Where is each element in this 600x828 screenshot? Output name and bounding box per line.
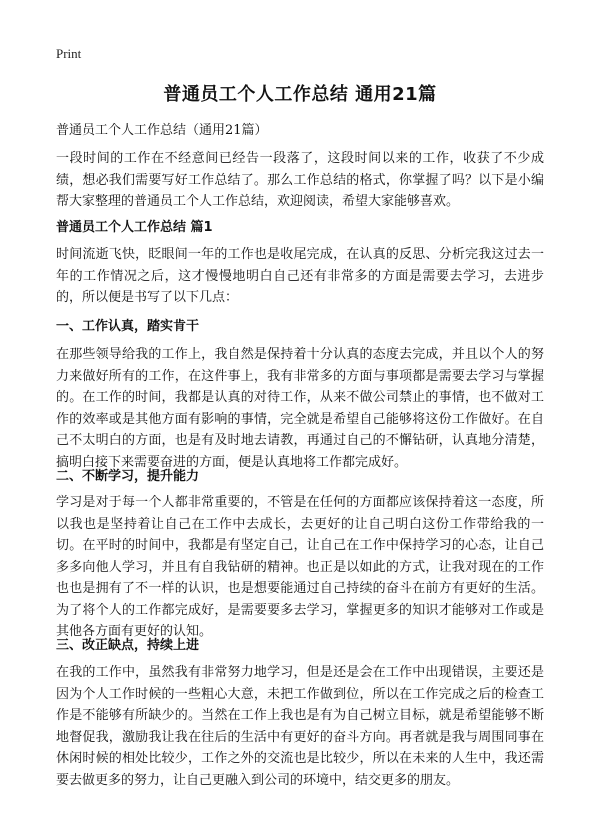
section-2-heading: 二、不断学习，提升能力 bbox=[56, 469, 200, 484]
section-1-paragraph: 在那些领导给我的工作上，我自然是保持着十分认真的态度去完成，并且以个人的努力来做好所有的工作，在这件事上，我有非常多的方面与事项都是需要去学习与掌握的。在工作的时间，我都是认真的对待工作，从来不做公司禁止的事情，也不做对工作的效率或是其他方面有影响的事情，完全就是希望自己能够将这份工作做好。在自己不太明白的方面，也是有及时地去请教，再通过自己的不懈钻研，认真地分清楚，搞明白接下来需要奋进的方面，便是认真地将工作都完成好。 bbox=[56, 347, 544, 470]
opening-paragraph: 时间流逝飞快，眨眼间一年的工作也是收尾完成，在认真的反思、分析完我这过去一年的工作情况之后，这才慢慢地明白自己还有非常多的方面是需要去学习，去进步的，所以便是书写了以下几点： bbox=[56, 247, 544, 305]
section-1-heading: 一、工作认真，踏实肯干 bbox=[56, 319, 200, 334]
document-title: 普通员工个人工作总结 通用21篇 bbox=[163, 84, 437, 105]
section-3-paragraph: 在我的工作中，虽然我有非常努力地学习，但是还是会在工作中出现错误，主要还是因为个人工作时候的一些粗心大意，未把工作做到位，所以在工作完成之后的检查工作是不能够有所缺少的。当然在工作上我也是有为自己树立目标，就是希望能够不断地督促我，激励我让我在往后的生活中有更好的奋斗方向。再者就是我与周围同事在休闲时候的相处比较少，工作之外的交流也是比较少，所以在未来的人生中，我还需要去做更多的努力，让自己更融入到公司的环境中，结交更多的朋友。 bbox=[56, 665, 544, 788]
document-subtitle: 普通员工个人工作总结（通用21篇） bbox=[56, 123, 268, 138]
print-label: Print bbox=[56, 46, 82, 61]
article-heading: 普通员工个人工作总结 篇1 bbox=[56, 220, 213, 235]
intro-paragraph: 一段时间的工作在不经意间已经告一段落了，这段时间以来的工作，收获了不少成绩，想必我们需要写好工作总结了。那么工作总结的格式，你掌握了吗？以下是小编帮大家整理的普通员工个人工作总结，欢迎阅读，希望大家能够喜欢。 bbox=[56, 151, 544, 209]
section-3-heading: 三、改正缺点，持续上进 bbox=[56, 638, 200, 653]
section-2-paragraph: 学习是对于每一个人都非常重要的，不管是在任何的方面都应该保持着这一态度，所以我也是坚持着让自己在工作中去成长，去更好的让自己明白这份工作带给我的一切。在平时的时间中，我都是有坚定自己，让自己在工作中保持学习的心态，让自己多多向他人学习，并且有自我钻研的精神。也正是以如此的方式，让我对现在的工作也也是拥有了不一样的认识，也是想要能通过自己持续的奋斗在前方有更好的生活。为了将个人的工作都完成好，是需要要多去学习，掌握更多的知识才能够对工作或是其他各方面有更好的认知。 bbox=[56, 495, 544, 639]
